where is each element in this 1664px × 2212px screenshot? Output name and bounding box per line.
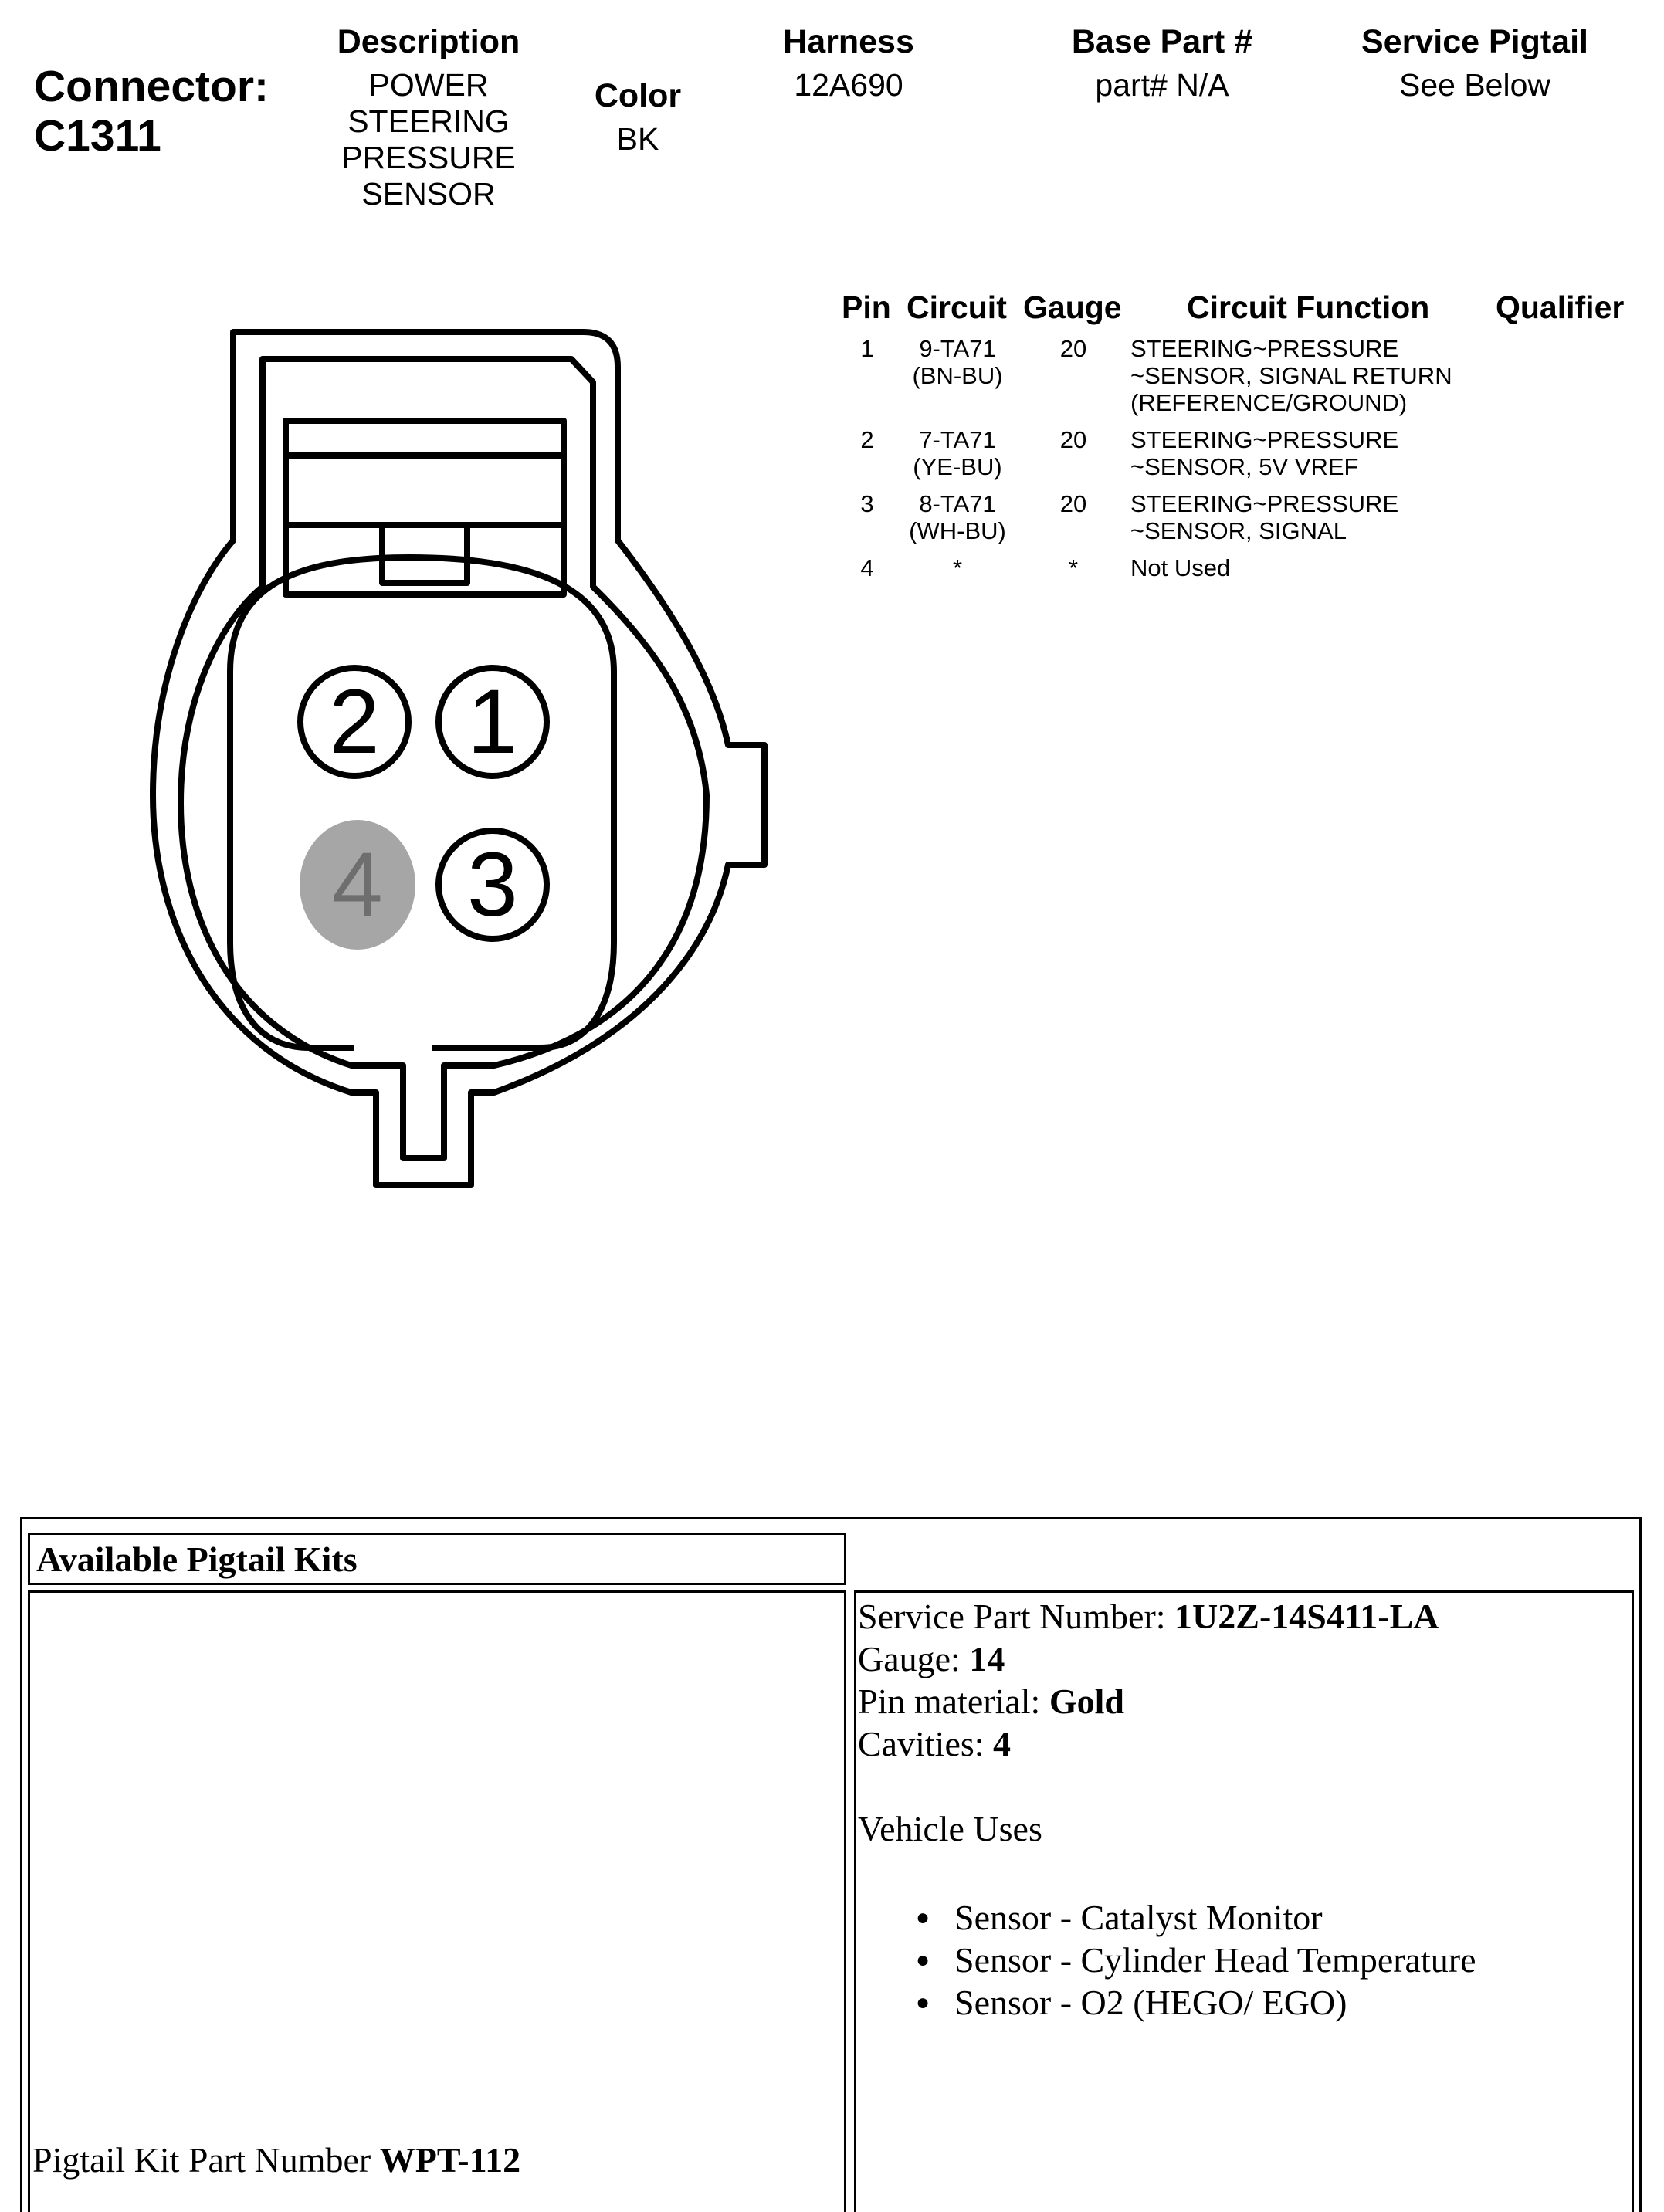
description-heading: Description	[337, 23, 520, 60]
pin-number: 3	[860, 490, 874, 517]
pin-material-line	[858, 1680, 1476, 1723]
pigtail-kit-number-line	[32, 2139, 520, 2182]
circuit-cell	[896, 335, 1019, 389]
circuit-id: 7-TA71	[919, 426, 996, 453]
circuit-function: STEERING~PRESSURE ~SENSOR, SIGNAL RETURN (REFERENCE/GROUND)	[1130, 335, 1452, 416]
cavity-4-unused	[300, 820, 415, 950]
pin-material-value: Gold	[1049, 1682, 1124, 1721]
service-pigtail-value: See Below	[1398, 67, 1550, 103]
harness-value: 12A690	[794, 67, 903, 103]
gauge-cell: *	[1068, 554, 1079, 581]
circuit-function: STEERING~PRESSURE ~SENSOR, 5V VREF	[1130, 426, 1399, 480]
base-part-column	[1039, 23, 1286, 103]
service-pigtail-heading: Service Pigtail	[1361, 23, 1588, 60]
gauge-cell: 20	[1059, 335, 1087, 362]
list-item: ● Sensor - Cylinder Head Temperature	[954, 1939, 1476, 1981]
pigtail-kit-number: WPT-112	[379, 2140, 521, 2180]
pin-number: 4	[860, 554, 874, 581]
cavity-label: 1	[467, 671, 518, 773]
pigtail-section-title: Available Pigtail Kits	[28, 1533, 846, 1585]
gauge-value: 14	[969, 1639, 1005, 1678]
description-column	[313, 23, 544, 212]
list-item: ● Sensor - O2 (HEGO/ EGO)	[954, 1981, 1476, 2024]
cavity-label: 2	[329, 671, 380, 773]
cavity-label: 4	[332, 834, 383, 936]
cavity-face-tab	[382, 525, 467, 583]
connector-face-diagram	[0, 293, 788, 1204]
connector-inner-shell	[181, 359, 707, 1158]
description-line: POWER	[368, 67, 489, 103]
cavities-label: Cavities:	[858, 1724, 994, 1763]
gauge-header: Gauge	[1023, 290, 1122, 325]
base-part-value: part# N/A	[1095, 67, 1229, 103]
circuit-cell	[896, 554, 1019, 581]
service-part-details	[858, 1595, 1476, 2024]
cavity-label: 3	[467, 834, 518, 936]
pin-material-label: Pin material:	[858, 1682, 1049, 1721]
gauge-cell: 20	[1059, 490, 1087, 517]
connector-title	[34, 62, 269, 161]
service-part-line	[858, 1595, 1476, 1638]
wire-color: (BN-BU)	[912, 362, 1003, 389]
vehicle-uses-title: Vehicle Uses	[858, 1809, 1042, 1848]
cavities-line	[858, 1723, 1476, 1765]
circuit-id: 9-TA71	[919, 335, 996, 362]
pin-header: Pin	[842, 290, 891, 325]
circuit-id: *	[952, 554, 963, 581]
connector-label: Connector:	[34, 62, 269, 111]
cavity-1	[439, 668, 547, 776]
wire-color: (WH-BU)	[909, 517, 1006, 544]
harness-column	[740, 23, 957, 103]
color-heading: Color	[594, 77, 682, 114]
color-value: BK	[616, 121, 659, 157]
circuit-header: Circuit	[907, 290, 1007, 325]
gauge-line	[858, 1638, 1476, 1680]
service-part-label: Service Part Number:	[858, 1597, 1175, 1636]
qualifier-header: Qualifier	[1496, 290, 1625, 325]
description-line: STEERING	[347, 103, 510, 139]
circuit-id: 8-TA71	[919, 490, 996, 517]
base-part-heading: Base Part #	[1071, 23, 1253, 60]
description-line: SENSOR	[361, 176, 496, 212]
connector-id: C1311	[34, 111, 161, 161]
wire-color: (YE-BU)	[913, 453, 1002, 480]
harness-heading: Harness	[783, 23, 914, 60]
pigtail-kit-cell	[28, 1590, 846, 2212]
connector-outer-shell	[153, 332, 764, 1185]
circuit-function: Not Used	[1130, 554, 1231, 581]
cavity-3	[439, 831, 547, 939]
gauge-label: Gauge:	[858, 1639, 970, 1678]
pin-number: 2	[860, 426, 874, 453]
vehicle-uses-list	[954, 1896, 1476, 2024]
circuit-function: STEERING~PRESSURE ~SENSOR, SIGNAL	[1130, 490, 1399, 544]
description-line: PRESSURE	[341, 140, 516, 175]
description-value	[313, 67, 544, 212]
pigtail-kit-label: Pigtail Kit Part Number	[32, 2140, 380, 2180]
gauge-cell: 20	[1059, 426, 1087, 453]
cavity-2	[300, 668, 408, 776]
list-item: ● Sensor - Catalyst Monitor	[954, 1896, 1476, 1939]
service-pigtail-column	[1336, 23, 1614, 103]
cavities-value: 4	[993, 1724, 1012, 1763]
circuit-cell	[896, 490, 1019, 544]
pin-number: 1	[860, 335, 874, 362]
circuit-cell	[896, 426, 1019, 480]
color-column	[561, 77, 715, 158]
circuit-function-header: Circuit Function	[1187, 290, 1430, 325]
cavity-face	[230, 557, 614, 1048]
service-part-number: 1U2Z-14S411-LA	[1174, 1597, 1439, 1636]
